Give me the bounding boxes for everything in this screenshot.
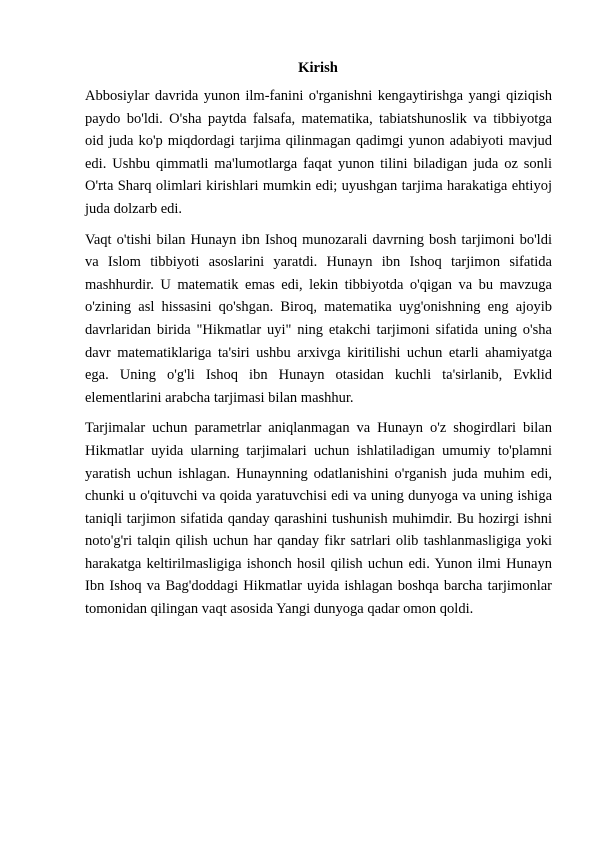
paragraph-2: Vaqt o'tishi bilan Hunayn ibn Ishoq munozarali davrning bosh tarjimoni bo'ldi va Islom tibbiyoti asoslarini yaratdi. Hunayn ibn Ishoq tarjimon sifatida mashhurdir. U matematik emas edi, lekin tibbiyotda o'qigan va bu mavzuga o'zining asl hissasini qo'shgan. Biroq, matematika uyg'onishning eng ajoyib davrlaridan birida "Hikmatlar uyi" ning etakchi tarjimoni sifatida uning o'sha davr matematiklariga ta'siri ushbu arxivga kiritilishi uchun etarli ahamiyatga ega. Uning o'g'li Ishoq ibn Hunayn otasidan kuchli ta'sirlanib, Evklid elementlarini arabcha tarjimasi bilan mashhur. [85,231,552,406]
paragraph-1: Abbosiylar davrida yunon ilm-fanini o'rganishni kengaytirishga yangi qiziqish paydo bo'ldi. O'sha paytda falsafa, matematika, tabiatshunoslik va tibbiyotga oid juda ko'p miqdordagi tarjima qilinmagan qadimgi yunon adabiyoti mavjud edi. Ushbu qimmatli ma'lumotlarga faqat yunon tilini biladigan juda oz sonli O'rta Sharq olimlari kirishlari mumkin edi; uyushgan tarjima harakatiga ehtiyoj juda dolzarb edi. [85,88,552,217]
paragraph-3: Tarjimalar uchun parametrlar aniqlanmagan va Hunayn o'z shogirdlari bilan Hikmatlar uyida ularning tarjimalari uchun ishlatiladigan umumiy to'plamni yaratish uchun ishlagan. Hunaynning odatlanishini o'rganish juda muhim edi, chunki u o'qituvchi va qoida yaratuvchisi edi va uning dunyoga va uning ishiga taniqli tarjimon sifatida qanday qarashini tushunish muhimdir. Bu hozirgi ishni noto'g'ri talqin qilish uchun har qanday fikr satrlari olib tashlanmasligiga yoki harakatga keltirilmasligiga ishonch hosil qilish uchun edi. Yunon ilmi Hunayn Ibn Ishoq va Bag'doddagi Hikmatlar uyida ishlagan boshqa barcha tarjimonlar tomonidan qilingan vaqt asosida Yangi dunyoga qadar omon qoldi. [85,420,552,618]
document-body [85,85,552,629]
page-title: Kirish [298,60,338,76]
